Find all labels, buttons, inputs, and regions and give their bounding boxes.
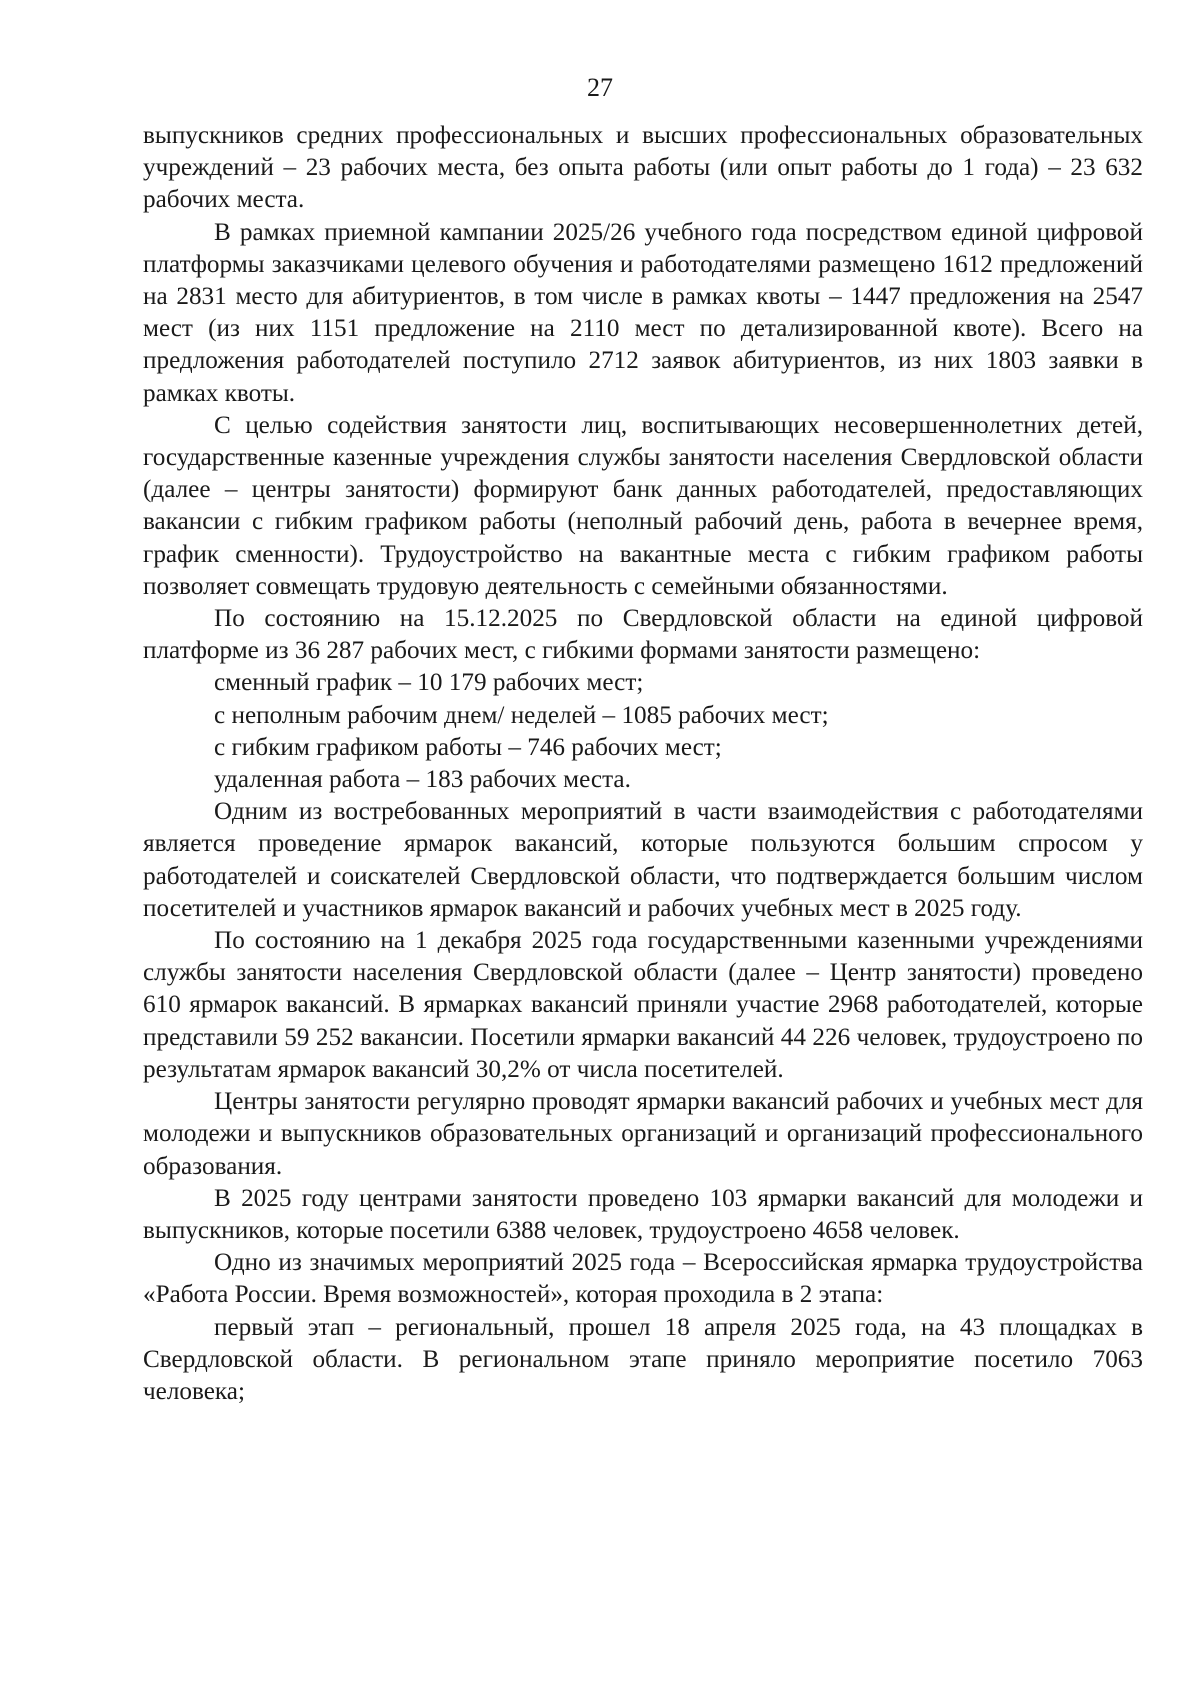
paragraph-regional-stage: первый этап – региональный, прошел 18 апреля 2025 года, на 43 площадках в Свердловской области. В региональном этапе приняло мероприятие посетило 7063 человека; <box>143 1313 1143 1405</box>
list-item-shift-schedule: сменный график – 10 179 рабочих мест; <box>214 669 644 697</box>
page-number: 27 <box>587 73 613 102</box>
list-item-flexible-schedule: с гибким графиком работы – 746 рабочих мест; <box>214 733 722 761</box>
paragraph-all-russian-fair: Одно из значимых мероприятий 2025 года – Всероссийская ярмарка трудоустройства «Работа России. Время возможностей», которая проходила в 2 этапа: <box>143 1249 1143 1309</box>
paragraph-youth-fairs-2025: В 2025 году центрами занятости проведено 103 ярмарки вакансий для молодежи и выпускников, которые посетили 6388 человек, трудоустроено 4658 человек. <box>143 1184 1143 1244</box>
paragraph-flexible-jobs-intro: По состоянию на 15.12.2025 по Свердловской области на единой цифровой платформе из 36 287 рабочих мест, с гибкими формами занятости размещено: <box>143 605 1143 665</box>
paragraph-graduates-continuation: выпускников средних профессиональных и высших профессиональных образовательных учреждений – 23 рабочих места, без опыта работы (или опыт работы до 1 года) – 23 632 рабочих места. <box>143 122 1143 214</box>
paragraph-admission-campaign: В рамках приемной кампании 2025/26 учебного года посредством единой цифровой платформы заказчиками целевого обучения и работодателями размещено 1612 предложений на 2831 место для абитуриентов, в том числе в рамках квоты – 1447 предложения на 2547 мест (из них 1151 предложение на 2110 мест по детализированной квоте). Всего на предложения работодателей поступило 2712 заявок абитуриентов, из них 1803 заявки в рамках квоты. <box>143 218 1143 407</box>
paragraph-youth-fairs: Центры занятости регулярно проводят ярмарки вакансий рабочих и учебных мест для молодежи и выпускников образовательных организаций и организаций профессионального образования. <box>143 1088 1143 1180</box>
list-item-remote-work: удаленная работа – 183 рабочих места. <box>214 766 631 794</box>
document-body <box>143 120 1143 1408</box>
paragraph-job-fairs-statistics: По состоянию на 1 декабря 2025 года государственными казенными учреждениями службы занятости населения Свердловской области (далее – Центр занятости) проведено 610 ярмарок вакансий. В ярмарках вакансий приняли участие 2968 работодателей, которые представили 59 252 вакансии. Посетили ярмарки вакансий 44 226 человек, трудоустроено по результатам ярмарок вакансий 30,2% от числа посетителей. <box>143 927 1143 1083</box>
paragraph-parents-employment: С целью содействия занятости лиц, воспитывающих несовершеннолетних детей, государственные казенные учреждения службы занятости населения Свердловской области (далее – центры занятости) формируют банк данных работодателей, предоставляющих вакансии с гибким графиком работы (неполный рабочий день, работа в вечернее время, график сменности). Трудоустройство на вакантные места с гибким графиком работы позволяет совмещать трудовую деятельность с семейными обязанностями. <box>143 411 1143 600</box>
list-item-part-time: с неполным рабочим днем/ неделей – 1085 рабочих мест; <box>214 701 829 729</box>
paragraph-job-fairs-demand: Одним из востребованных мероприятий в части взаимодействия с работодателями является проведение ярмарок вакансий, которые пользуются большим спросом у работодателей и соискателей Свердловской области, что подтверждается большим числом посетителей и участников ярмарок вакансий и рабочих учебных мест в 2025 году. <box>143 798 1143 922</box>
